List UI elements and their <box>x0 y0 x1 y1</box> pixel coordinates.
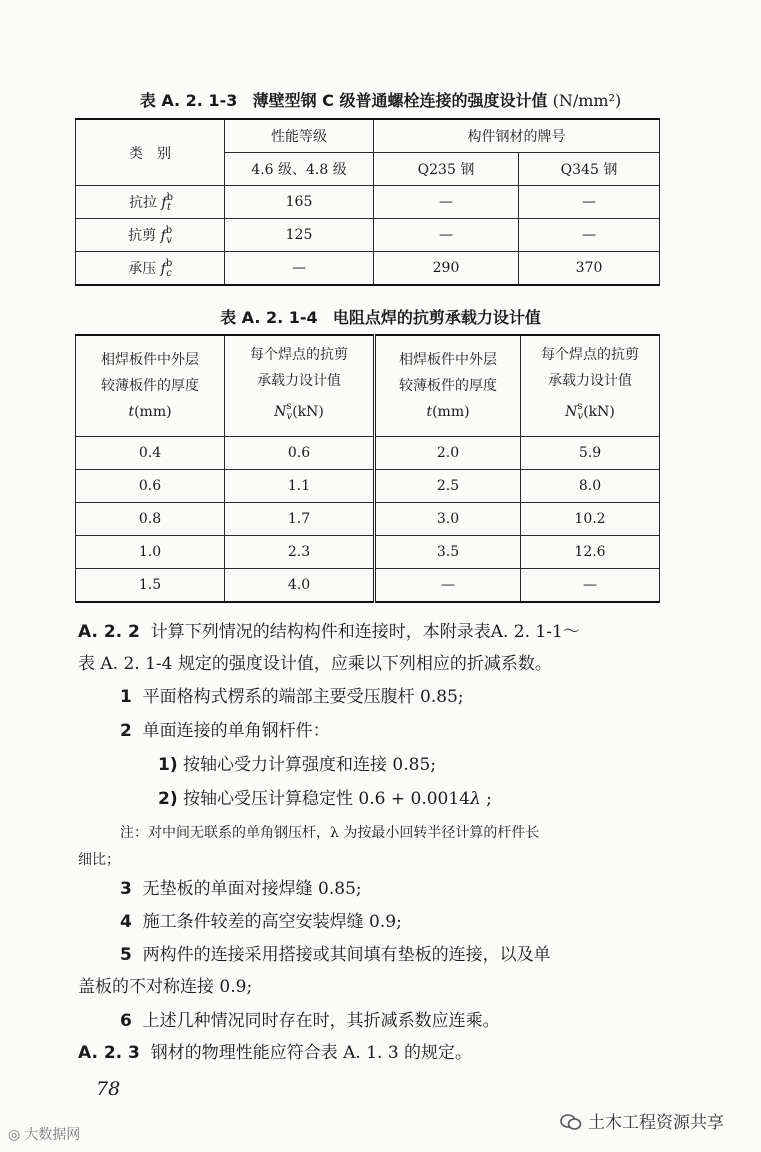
row-label: 承压 $f^b_c$ <box>76 252 225 286</box>
table-cell: 2.3 <box>225 536 375 569</box>
table-row <box>76 503 660 536</box>
note-line2: 细比； <box>78 852 120 868</box>
table-cell: — <box>374 219 519 252</box>
header-grade-value: 4.6 级、4.8 级 <box>225 153 374 186</box>
table-row <box>76 470 660 503</box>
row-label: 抗拉 $f^b_t$ <box>76 186 225 219</box>
table-cell: 1.5 <box>76 569 225 603</box>
row-label: 抗剪 $f^b_v$ <box>76 219 225 252</box>
table-cell: 1.1 <box>225 470 375 503</box>
table-cell: — <box>521 569 660 603</box>
table-cell: 2.0 <box>375 437 521 470</box>
clause-a222-line1: A. 2. 2 计算下列情况的结构构件和连接时，本附录表A. 2. 1-1～ <box>78 622 580 642</box>
item-3: 3 无垫板的单面对接焊缝 0.85; <box>120 879 362 899</box>
table-cell: 290 <box>374 252 519 286</box>
spot-weld-table <box>75 334 660 603</box>
item-5-line1: 5 两构件的连接采用搭接或其间填有垫板的连接，以及单 <box>120 945 551 965</box>
table-cell: 125 <box>225 219 374 252</box>
table1-caption-unit: (N/mm²) <box>552 91 622 110</box>
header-category: 类 别 <box>76 119 225 186</box>
header-perf-grade: 性能等级 <box>225 119 374 153</box>
clause-a223: A. 2. 3 钢材的物理性能应符合表 A. 1. 3 的规定。 <box>78 1043 473 1063</box>
item-4: 4 施工条件较差的高空安装焊缝 0.9; <box>120 912 402 932</box>
table-cell: 3.0 <box>375 503 521 536</box>
table-cell: 0.4 <box>76 437 225 470</box>
clause-a222-line2: 表 A. 2. 1-4 规定的强度设计值，应乘以下列相应的折减系数。 <box>78 654 552 674</box>
table-cell: 370 <box>519 252 660 286</box>
table-cell: 1.0 <box>76 536 225 569</box>
bolt-strength-table <box>75 118 660 286</box>
header-q235: Q235 钢 <box>374 153 519 186</box>
header-q345: Q345 钢 <box>519 153 660 186</box>
table1-caption-title: 薄壁型钢 C 级普通螺栓连接的强度设计值 <box>252 91 548 110</box>
table-cell: 5.9 <box>521 437 660 470</box>
table-row <box>76 186 660 219</box>
table-cell: 1.7 <box>225 503 375 536</box>
table-cell: 8.0 <box>521 470 660 503</box>
note-line1: 注：对中间无联系的单角钢压杆，λ 为按最小回转半径计算的杆件长 <box>120 825 540 841</box>
header-thickness: 相焊板件中外层 较薄板件的厚度 t(mm) <box>76 335 225 437</box>
header-thickness-2: 相焊板件中外层 较薄板件的厚度 t(mm) <box>375 335 521 437</box>
table-row <box>76 437 660 470</box>
header-capacity-2: 每个焊点的抗剪 承载力设计值 $N^s_v(kN)$ <box>521 335 660 437</box>
table-cell: — <box>374 186 519 219</box>
watermark-right: 土木工程资源共享 <box>560 1108 724 1136</box>
table-cell: — <box>375 569 521 603</box>
table-row <box>76 536 660 569</box>
item-5-line2: 盖板的不对称连接 0.9; <box>78 977 253 997</box>
item-2-1: 1) 按轴心受力计算强度和连接 0.85; <box>158 755 436 775</box>
page-number: 78 <box>96 1078 121 1100</box>
table-cell: 0.6 <box>76 470 225 503</box>
table-cell: 2.5 <box>375 470 521 503</box>
table-cell: 12.6 <box>521 536 660 569</box>
table2-caption <box>0 305 761 328</box>
table-row <box>76 252 660 286</box>
table-cell: 3.5 <box>375 536 521 569</box>
wechat-icon <box>560 1113 582 1136</box>
table2-caption-label: 表 A. 2. 1-4 <box>220 308 318 327</box>
header-capacity: 每个焊点的抗剪 承载力设计值 $N^s_v(kN)$ <box>225 335 375 437</box>
watermark-left: ◎ 大数据网 <box>8 1127 81 1143</box>
table-cell: 10.2 <box>521 503 660 536</box>
table-cell: — <box>225 252 374 286</box>
table-cell: 4.0 <box>225 569 375 603</box>
item-2-2: 2) 按轴心受压计算稳定性 0.6 + 0.0014λ ; <box>158 789 492 809</box>
table1-caption-label: 表 A. 2. 1-3 <box>139 91 238 110</box>
table-cell: 0.8 <box>76 503 225 536</box>
table-cell: 165 <box>225 186 374 219</box>
item-1: 1 平面格构式楞系的端部主要受压腹杆 0.85; <box>120 687 464 707</box>
table1-caption <box>0 88 761 111</box>
table-cell: — <box>519 186 660 219</box>
table-row <box>76 569 660 603</box>
table2-caption-title: 电阻点焊的抗剪承载力设计值 <box>332 308 541 327</box>
item-2: 2 单面连接的单角钢杆件： <box>120 721 330 741</box>
logo-icon: ◎ <box>8 1127 21 1143</box>
header-member-steel: 构件钢材的牌号 <box>374 119 660 153</box>
table-cell: 0.6 <box>225 437 375 470</box>
item-6: 6 上述几种情况同时存在时，其折减系数应连乘。 <box>120 1011 500 1031</box>
table-cell: — <box>519 219 660 252</box>
table-row <box>76 219 660 252</box>
